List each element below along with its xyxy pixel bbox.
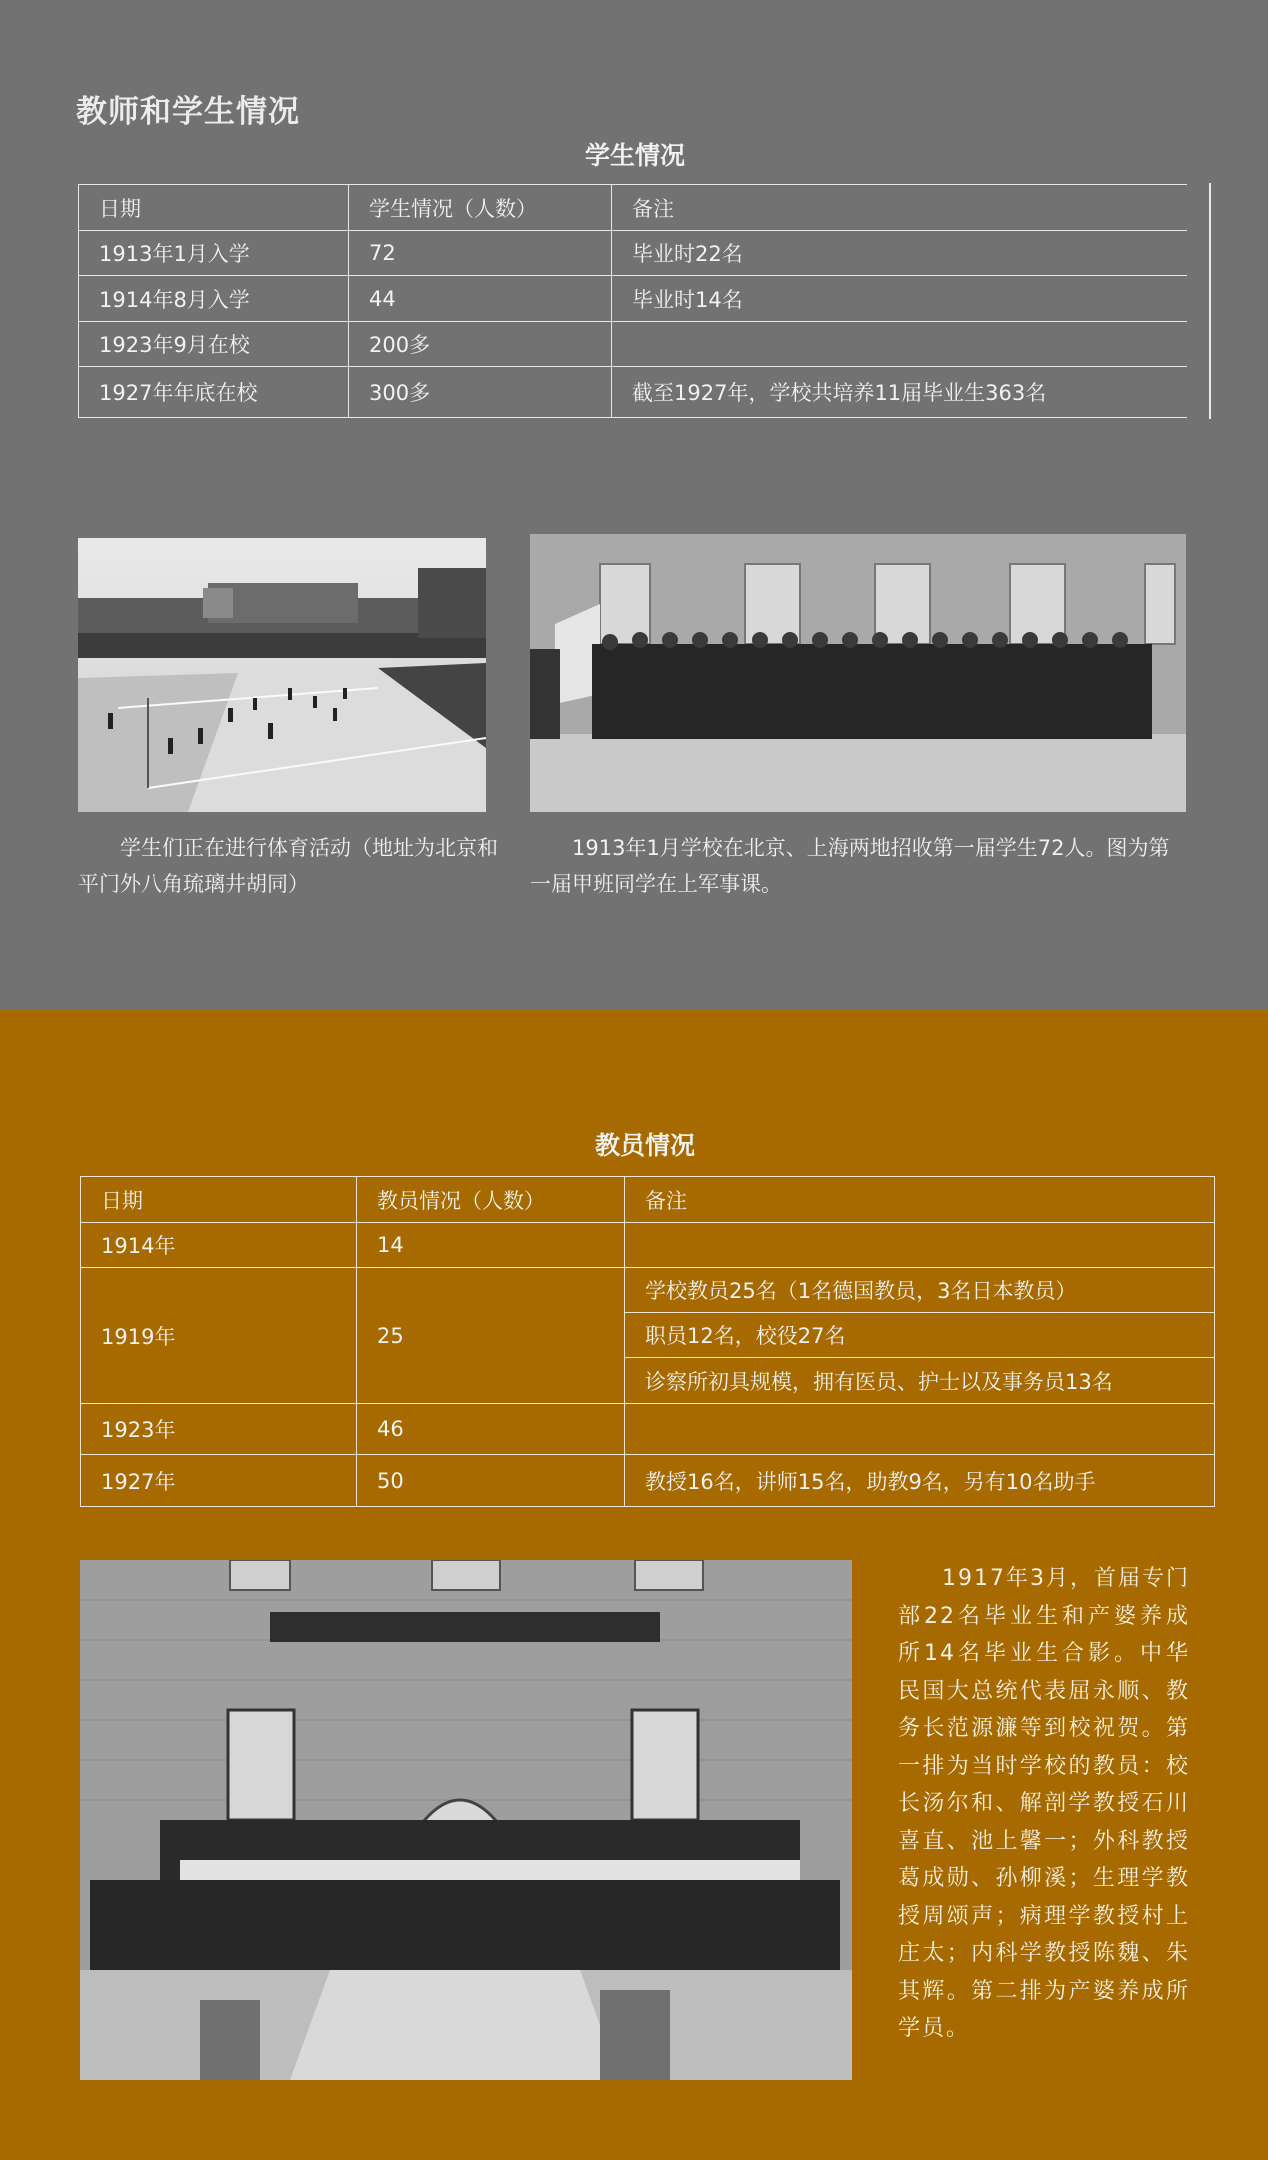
military-caption: 1913年1月学校在北京、上海两地招收第一届学生72人。图为第一届甲班同学在上军事课。 [530,836,1170,896]
row-note: 职员12名，校役27名 [625,1313,1215,1358]
section-title: 教师和学生情况 [76,94,300,130]
teacher-table-title: 教员情况 [594,1131,695,1160]
student-table-header [79,185,1188,231]
table-row [79,231,1188,276]
row-date: 1914年8月入学 [79,276,349,322]
header-notes: 备注 [625,1177,1215,1223]
row-note: 截至1927年，学校共培养11届毕业生363名 [612,367,1188,418]
student-table [78,184,1187,418]
row-date: 1923年 [81,1404,357,1455]
row-date: 1914年 [81,1223,357,1268]
table-row [81,1223,1215,1268]
teacher-table-header [81,1177,1215,1223]
header-notes: 备注 [612,185,1188,231]
table-row [79,322,1188,367]
military-lesson-photo [530,534,1186,812]
row-count: 25 [357,1268,625,1404]
row-date: 1919年 [81,1268,357,1404]
table-row [79,276,1188,322]
students-section [0,0,1268,1010]
sports-caption: 学生们正在进行体育活动（地址为北京和平门外八角琉璃井胡同） [78,836,498,896]
row-count: 14 [357,1223,625,1268]
row-note [625,1223,1215,1268]
row-note: 诊察所初具规模，拥有医员、护士以及事务员13名 [625,1358,1215,1404]
group-photo [80,1560,852,2080]
teacher-table [80,1176,1215,1507]
header-teacher-count: 教员情况（人数） [357,1177,625,1223]
header-date: 日期 [79,185,349,231]
row-count: 72 [349,231,612,276]
row-note [625,1404,1215,1455]
sports-photo [78,538,486,812]
row-date: 1923年9月在校 [79,322,349,367]
row-count: 50 [357,1455,625,1507]
row-note: 毕业时14名 [612,276,1188,322]
group-photo-caption: 1917年3月，首届专门部22名毕业生和产婆养成所14名毕业生合影。中华民国大总统代表屈永顺、教务长范源濂等到校祝贺。第一排为当时学校的教员：校长汤尔和、解剖学教授石川喜直、池上馨一；外科教授葛成勋、孙柳溪；生理学教授周颂声；病理学教授村上庄太；内科学教授陈魏、朱其辉。第二排为产婆养成所学员。 [898,1566,1190,2041]
table-row [81,1404,1215,1455]
table-row [81,1455,1215,1507]
row-count: 44 [349,276,612,322]
header-student-count: 学生情况（人数） [349,185,612,231]
row-date: 1927年年底在校 [79,367,349,418]
table-edge-line [1209,183,1211,419]
table-row [81,1268,1215,1313]
row-date: 1913年1月入学 [79,231,349,276]
row-note: 毕业时22名 [612,231,1188,276]
row-date: 1927年 [81,1455,357,1507]
row-note: 学校教员25名（1名德国教员，3名日本教员） [625,1268,1215,1313]
row-note [612,322,1188,367]
header-date: 日期 [81,1177,357,1223]
row-count: 300多 [349,367,612,418]
row-count: 46 [357,1404,625,1455]
row-count: 200多 [349,322,612,367]
row-note: 教授16名，讲师15名，助教9名，另有10名助手 [625,1455,1215,1507]
student-table-title: 学生情况 [584,141,685,170]
table-row [79,367,1188,418]
